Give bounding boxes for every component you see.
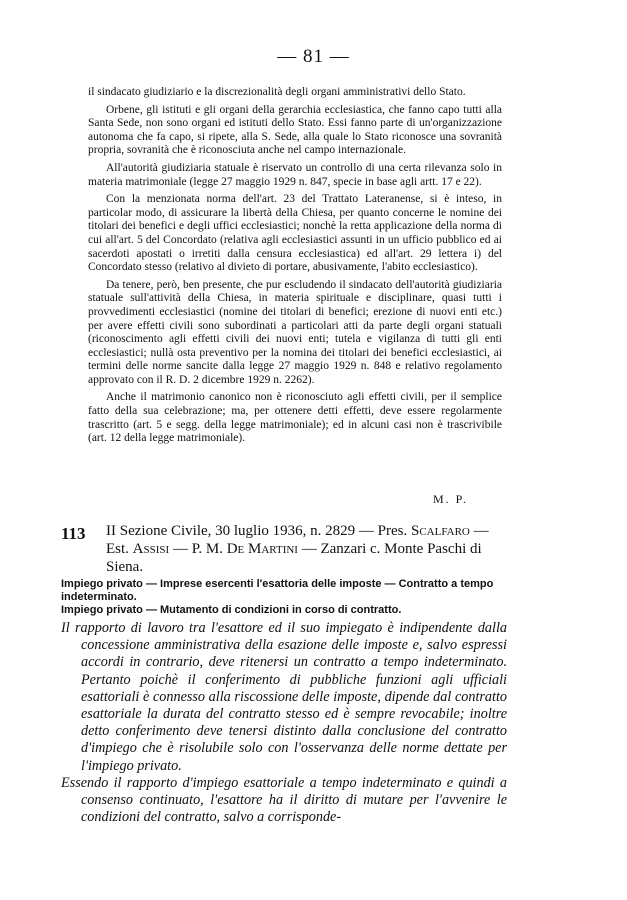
case-pm: De Martini <box>226 541 298 557</box>
commentary-text <box>88 86 502 450</box>
maxim: Essendo il rapporto d'impiego esattoriale a tempo indeterminato e quindi a consenso continuato, l'esattore ha il diritto di mutare per l'avvenire le condizioni del contratto, salvo a corrisponde- <box>61 774 507 826</box>
case-parties: — Zanzari c. Monte Paschi di Siena. <box>106 541 482 575</box>
page-number: — 81 — <box>277 46 350 67</box>
case-sep: — Est. <box>106 523 489 557</box>
legal-maxims <box>61 620 507 826</box>
paragraph: il sindacato giudiziario e la discrezionalità degli organi amministrativi dello Stato. <box>88 86 466 98</box>
case-heading <box>106 522 506 576</box>
paragraph: All'autorità giudiziaria statuale è riservato un controllo di una certa rilevanza solo in materia matrimoniale (legge 27 maggio 1929 n. 847, specie in base agli artt. 17 e 22). <box>88 161 502 188</box>
case-estensore: Assisi <box>132 541 170 557</box>
paragraph: Orbene, gli istituti e gli organi della gerarchia ecclesiastica, che fanno capo tutti alla Santa Sede, non sono organi ed istituti dello Stato. Essi fanno parte di un'organizzazione autonoma che fa capo, si ripete, alla S. Sede, alla quale lo Stato riconosce una sovranità propria, sovranità che è riconosciuta anche nel campo internazionale. <box>88 103 502 157</box>
case-sep: — P. M. <box>169 541 227 557</box>
case-number: 113 <box>61 524 86 543</box>
subject-heading: Impiego privato — Mutamento di condizioni in corso di contratto. <box>61 604 402 616</box>
case-president: Scalfaro <box>410 523 470 539</box>
author-initials: M. P. <box>432 492 468 506</box>
maxim: Il rapporto di lavoro tra l'esattore ed il suo impiegato è indipendente dalla concessione amministrativa della esazione delle imposte e, salvo espressi accordi in contrario, deve ritenersi un contratto a tempo indeterminato. Pertanto poichè il conferimento di pubbliche funzioni agli ufficiali esattoriali è connesso alla riscossione delle imposte, dipende dal contratto esattoriale la durata del contratto stesso ed è sempre revocabile; inoltre detto conferimento deve tenersi distinto dalla conclusione del contratto d'impiego che è risolubile solo con l'osservanza delle norme dettate per l'impiego privato. <box>61 620 507 774</box>
subject-heading: Impiego privato — Imprese esercenti l'esattoria delle imposte — Contratto a tempo indeterminato. <box>61 578 494 603</box>
paragraph: Con la menzionata norma dell'art. 23 del Trattato Lateranense, si è inteso, in particolar modo, di assicurare la libertà della Chiesa, per quanto concerne le nomine dei titolari dei benefici e degli uffici ecclesiastici; nonchè la retta applicazione della norma di cui all'art. 5 del Concordato (relativa agli ecclesiastici assunti in un ufficio pubblico ed ai sacerdoti apostati o irretiti dalla censura ecclesiastica) ed all'art. 29 lettera i) del Concordato stesso (relativo al divieto di portare, abusivamente, l'abito ecclesiastico). <box>88 193 502 274</box>
paragraph: Anche il matrimonio canonico non è riconosciuto agli effetti civili, per il semplice fatto della sua celebrazione; ma, per ottenere detti effetti, deve essere regolarmente trascritto (art. 5 e segg. della legge matrimoniale); ed in alcuni casi non è trascrivibile (art. 12 della legge matrimoniale). <box>88 391 502 445</box>
case-court-date: II Sezione Civile, 30 luglio 1936, n. 2829 — Pres. <box>106 523 411 539</box>
paragraph: Da tenere, però, ben presente, che pur escludendo il sindacato dell'autorità giudiziaria statuale sull'attività della Chiesa, in materia spirituale e disciplinare, quasi tutti i provvedimenti ecclesiastici (nomine dei titolari di benefici; erezione di nuovi enti etc.) per avere effetti civili sono subordinati a particolari atti da parte degli organi statuali (riconoscimento agli effetti civili dei nuovi enti; tutela e vigilanza di tutti gli enti ecclesiastici; nullà osta preventivo per la nomina dei titolari dei benefici ecclesiastici, ai termini delle norme sancite dalla legge 27 maggio 1929 n. 848 e relativo regolamento approvato con il R. D. 2 dicembre 1929 n. 2262). <box>88 278 502 386</box>
